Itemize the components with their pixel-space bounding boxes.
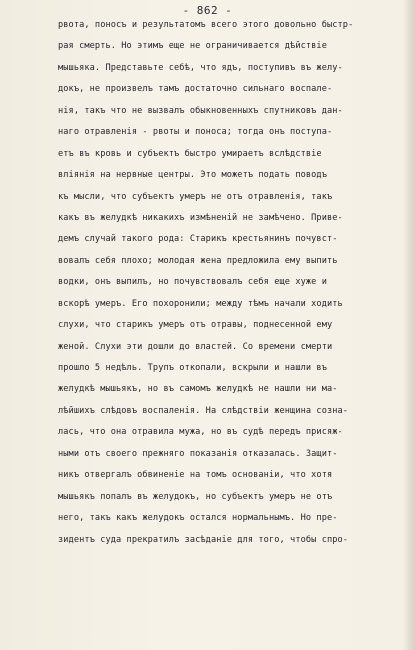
text-line: влiянiя на нервные центры. Это можетъ подать поводъ [58,170,327,181]
text-line: рая смерть. Но этимъ еще не ограничивается дѣйствiе [58,41,327,52]
text-line: прошло 5 недѣль. Трупъ откопали, вскрыли и нашли въ [58,363,327,373]
text-line: мышьякъ попалъ въ желудокъ, но субъектъ умеръ не отъ [58,491,333,502]
text-line: желудкѣ мышьякъ, но въ самомъ желудкѣ не нашли ни ма- [58,384,338,395]
text-line: него, такъ какъ желудокъ остался нормальнымъ. Но пре- [58,513,338,524]
text-line: слухи, что старикъ умеръ отъ отравы, поднесенной ему [58,320,333,331]
text-line: женой. Слухи эти дошли до властей. Со времени смерти [58,341,333,352]
text-line: никъ отвергалъ обвиненiе на томъ основанiи, что хотя [58,470,333,481]
text-line: лась, что она отравила мужа, но въ судѣ передъ присяж- [58,427,343,438]
text-line: рвота, поносъ и результатомъ всего этого довольно быстр- [58,20,354,30]
text-line: етъ въ кровь и субъектъ быстро умираетъ вслѣдствiе [58,148,322,159]
text-line: зидентъ суда прекратилъ засѣданiе для того, чтобы спро- [58,534,349,545]
text-line: какъ въ желудкѣ никакихъ измѣненiй не замѣчено. Приве- [58,212,343,223]
text-line: лѣйшихъ слѣдовъ воспаленiя. На слѣдствiи женщина созна- [58,405,349,416]
text-line: вовалъ себя плохо; молодая жена предложила ему выпить [58,255,338,266]
text-line: мышьяка. Представьте себѣ, что ядъ, поступивъ въ желу- [58,62,343,73]
text-line: водки, онъ выпилъ, но почувствовалъ себя еще хуже и [58,277,327,288]
text-line: нiя, такъ что не вызвалъ обыкновенныхъ спутниковъ дан- [58,105,343,116]
text-line: къ мысли, что субъектъ умеръ не отъ отравленiя, такъ [58,191,333,202]
text-line: вскорѣ умеръ. Его похоронили; между тѣмъ начали ходить [58,298,343,309]
page-number: - 862 - [182,4,233,17]
text-line: демъ случай такого рода: Старикъ крестьянинъ почувст- [58,234,338,245]
text-line: ными отъ своего прежняго показанiя отказалась. Защит- [58,448,338,459]
typewritten-text [58,15,408,551]
text-line: наго отравленiя - рвоты и поноса; тогда онъ поступа- [58,127,333,138]
text-line: докъ, не произвелъ тамъ достаточно сильнаго воспале- [58,84,333,95]
